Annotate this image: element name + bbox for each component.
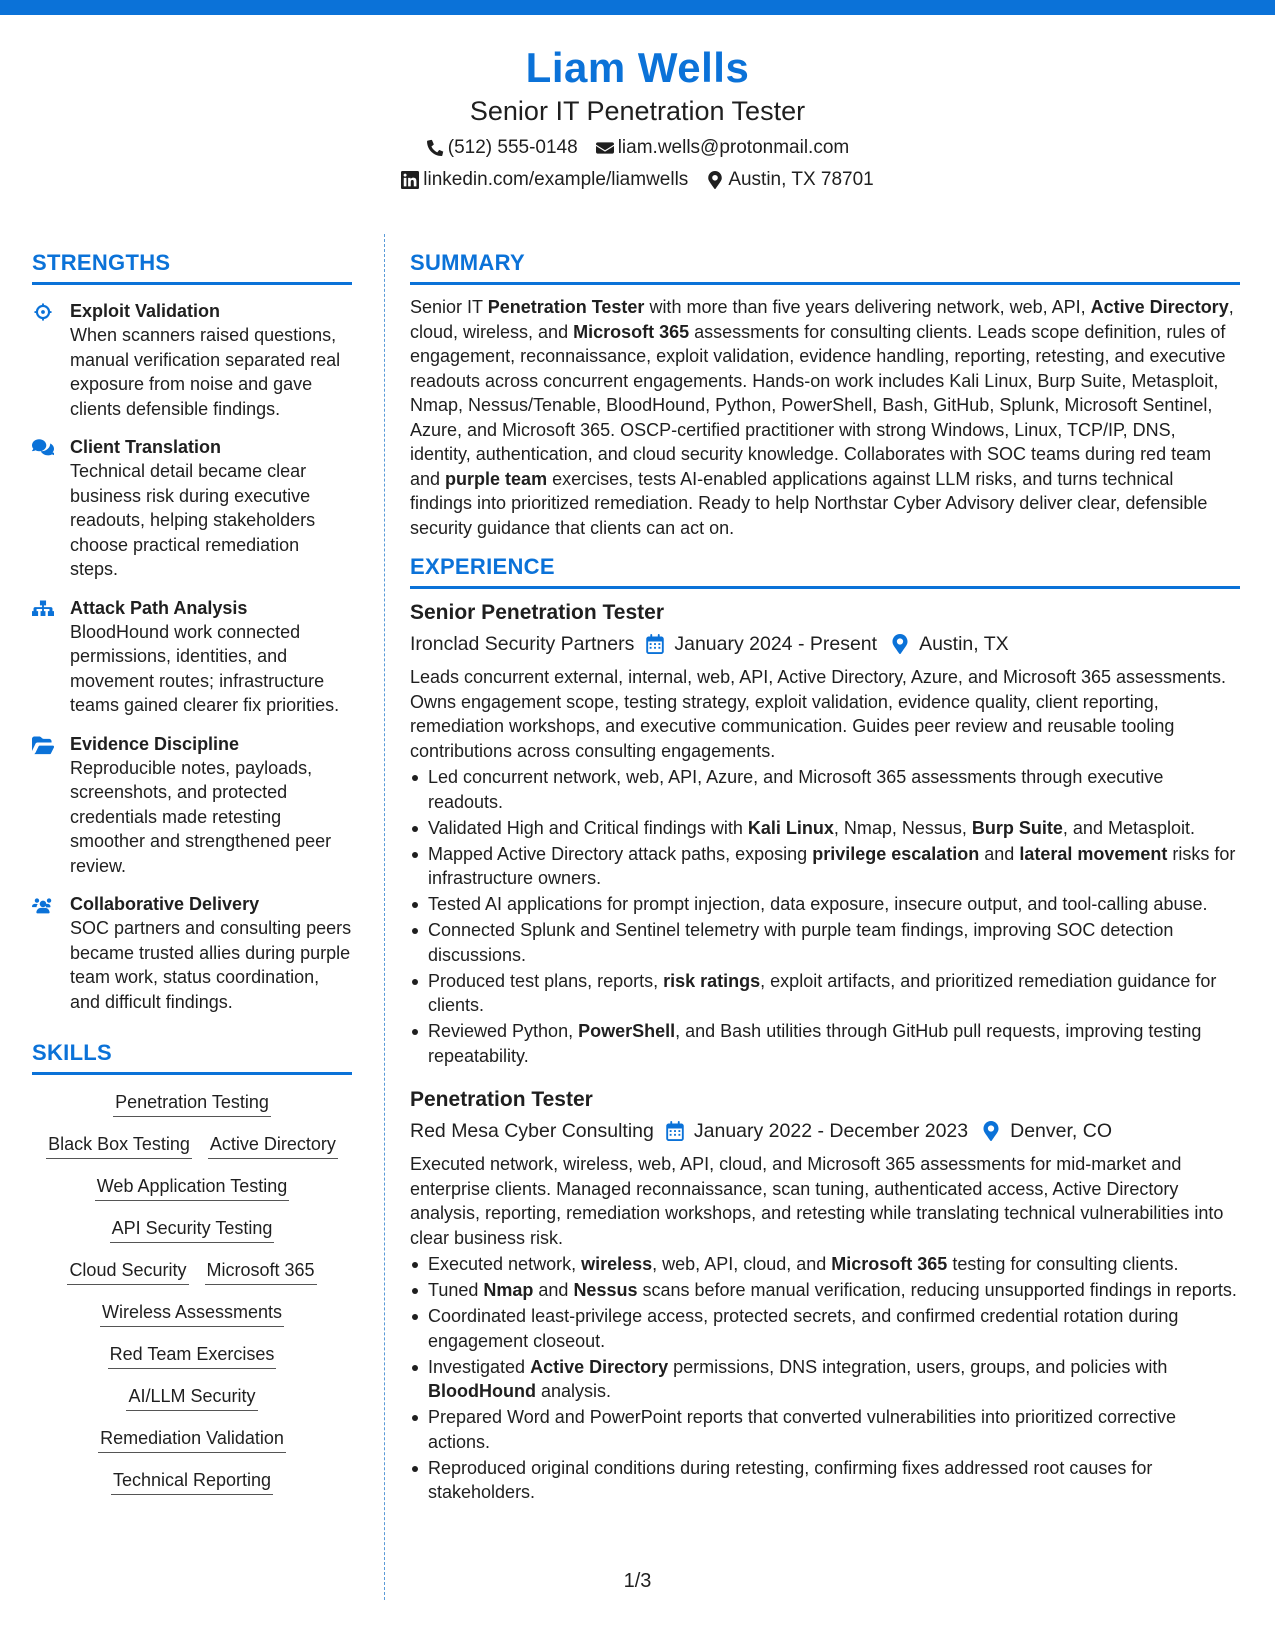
job-bullet: Tested AI applications for prompt injection, data exposure, insecure output, and tool-calling abuse. [410,892,1240,917]
job-company: Red Mesa Cyber Consulting [410,1120,654,1142]
top-accent-bar [0,0,1275,15]
crosshairs-icon [32,302,54,322]
strengths-heading: STRENGTHS [32,250,352,285]
candidate-title: Senior IT Penetration Tester [469,96,806,126]
skill-row [32,1215,352,1243]
column-divider [384,234,385,1600]
map-marker-icon [706,171,724,189]
phone-icon [426,139,444,157]
skill-tag: Cloud Security [67,1257,188,1285]
strength-item [32,435,352,582]
job-location: Austin, TX [919,633,1009,655]
skill-tag: Penetration Testing [113,1089,271,1117]
job-location: Denver, CO [1010,1120,1112,1142]
resume-header [0,42,1275,192]
candidate-name: Liam Wells [525,44,750,91]
strength-item [32,596,352,718]
skill-row [32,1341,352,1369]
job-bullet: Reproduced original conditions during retesting, confirming fixes addressed root causes for stakeholders. [410,1456,1240,1505]
summary-heading: SUMMARY [410,250,1240,285]
job-company: Ironclad Security Partners [410,633,635,655]
skills-heading: SKILLS [32,1040,352,1075]
calendar-icon [666,1121,684,1141]
map-marker-icon [891,634,909,654]
skill-row [32,1089,352,1117]
sitemap-icon [32,599,54,619]
job-title: Penetration Tester [410,1088,593,1111]
job-dates-item [646,629,877,659]
linkedin-icon [401,171,419,189]
right-column [410,250,1240,1506]
contact-row-1 [0,136,1275,160]
strength-item [32,892,352,1014]
phone-text: (512) 555-0148 [447,137,578,158]
strength-desc: BloodHound work connected permissions, identities, and movement routes; infrastructure teams gained clearer fix priorities. [70,621,340,715]
job-bullet: Validated High and Critical findings with Kali Linux, Nmap, Nessus, Burp Suite, and Metasploit. [410,816,1240,841]
job-entry [410,599,1240,1068]
strength-desc: Technical detail became clear business risk during executive readouts, helping stakeholders choose practical remediation steps. [70,461,316,579]
job-bullet: Investigated Active Directory permissions, DNS integration, users, groups, and policies with BloodHound analysis. [410,1355,1240,1404]
job-meta [410,629,1240,659]
linkedin-item[interactable] [401,168,688,192]
job-dates-item [666,1116,968,1146]
job-bullet: Executed network, wireless, web, API, cloud, and Microsoft 365 testing for consulting clients. [410,1252,1240,1277]
job-dates: January 2024 - Present [674,633,878,655]
job-bullet: Prepared Word and PowerPoint reports that converted vulnerabilities into prioritized corrective actions. [410,1405,1240,1454]
strength-title: Collaborative Delivery [70,894,260,914]
skill-row [32,1383,352,1411]
job-bullet: Connected Splunk and Sentinel telemetry with purple team findings, improving SOC detection discussions. [410,918,1240,967]
strength-item [32,299,352,421]
skill-tag: API Security Testing [110,1215,275,1243]
strength-title: Client Translation [70,437,222,457]
job-bullets [410,1252,1240,1505]
location-item [706,168,873,192]
linkedin-text[interactable]: linkedin.com/example/liamwells [423,169,689,190]
job-title: Senior Penetration Tester [410,601,665,624]
skill-tag: Microsoft 365 [205,1257,317,1285]
job-location-item [891,629,1009,659]
job-bullet: Reviewed Python, PowerShell, and Bash utilities through GitHub pull requests, improving testing repeatability. [410,1019,1240,1068]
skill-tag: Technical Reporting [111,1467,273,1495]
left-column [32,250,352,1509]
contact-row-2 [0,168,1275,192]
job-bullet: Mapped Active Directory attack paths, exposing privilege escalation and lateral movement risks for infrastructure owners. [410,842,1240,891]
comments-icon [32,438,54,458]
skill-tag: Black Box Testing [46,1131,192,1159]
skill-tag: Remediation Validation [98,1425,286,1453]
location-text: Austin, TX 78701 [728,169,874,190]
skill-row [32,1131,352,1159]
skill-tag: Red Team Exercises [108,1341,277,1369]
strength-title: Evidence Discipline [70,733,240,754]
email-text[interactable]: liam.wells@protonmail.com [617,137,850,158]
skill-row [32,1257,352,1285]
job-description: Leads concurrent external, internal, web, API, Active Directory, Azure, and Microsoft 365 assessments. Owns engagement scope, testing strategy, exploit validation, evidence quality, client reporting, remediation workshops, and executive communication. Guides peer review and reusable tooling contributions across consulting engagements. [410,667,1227,761]
skill-tag: Wireless Assessments [100,1299,284,1327]
strength-title: Exploit Validation [70,301,221,321]
experience-list [410,599,1240,1505]
skill-tag: Web Application Testing [95,1173,289,1201]
skill-tag: AI/LLM Security [126,1383,257,1411]
envelope-icon [596,139,614,157]
skill-row [32,1425,352,1453]
job-bullet: Led concurrent network, web, API, Azure, and Microsoft 365 assessments through executive readouts. [410,765,1240,814]
job-location-item [982,1116,1112,1146]
job-bullet: Coordinated least-privilege access, protected secrets, and confirmed credential rotation during engagement closeout. [410,1304,1240,1353]
users-icon [32,895,54,915]
map-marker-icon [982,1121,1000,1141]
job-meta [410,1116,1240,1146]
experience-heading: EXPERIENCE [410,554,1240,589]
phone-item [426,136,578,160]
calendar-icon [646,634,664,654]
job-bullet: Tuned Nmap and Nessus scans before manual verification, reducing unsupported findings in reports. [410,1278,1240,1303]
folder-open-icon [32,735,54,755]
job-bullets [410,765,1240,1068]
job-entry [410,1086,1240,1505]
skill-row [32,1173,352,1201]
strength-desc: When scanners raised questions, manual verification separated real exposure from noise and gave clients defensible findings. [70,325,341,419]
strength-item [32,732,352,879]
summary-text: Senior IT Penetration Tester with more than five years delivering network, web, API, Active Directory, cloud, wireless, and Microsoft 365 assessments for consulting clients. Leads scope definition, rules of engagement, reconnaissance, exploit validation, evidence handling, reporting, retesting, and executive readouts across concurrent engagements. Hands-on work includes Kali Linux, Burp Suite, Metasploit, Nmap, Nessus/Tenable, BloodHound, Python, PowerShell, Bash, GitHub, Splunk, Microsoft Sentinel, Azure, and Microsoft 365. OSCP-certified practitioner with strong Windows, Linux, TCP/IP, DNS, identity, authentication, and cloud security knowledge. Collaborates with SOC teams during red team and purple team exercises, tests AI-enabled applications against LLM risks, and turns technical findings into prioritized remediation. Ready to help Northstar Cyber Advisory deliver clear, defensible security guidance that clients can act on. [410,297,1234,538]
job-dates: January 2022 - December 2023 [693,1120,969,1142]
job-description: Executed network, wireless, web, API, cloud, and Microsoft 365 assessments for mid-market and enterprise clients. Managed reconnaissance, scan tuning, authenticated access, Active Directory analysis, reporting, remediation workshops, and retesting while translating technical vulnerabilities into clear business risk. [410,1154,1224,1248]
strength-desc: SOC partners and consulting peers became trusted allies during purple team work, status coordination, and difficult findings. [70,918,352,1012]
email-item[interactable] [596,136,850,160]
skills-list [32,1089,352,1495]
skill-row [32,1299,352,1327]
strength-desc: Reproducible notes, payloads, screenshots, and protected credentials made retesting smoother and strengthened peer review. [70,757,332,876]
job-bullet: Produced test plans, reports, risk ratings, exploit artifacts, and prioritized remediation guidance for clients. [410,969,1240,1018]
strength-title: Attack Path Analysis [70,597,248,618]
skill-tag: Active Directory [208,1131,338,1159]
page-number: 1/3 [623,1570,652,1592]
skill-row [32,1467,352,1495]
